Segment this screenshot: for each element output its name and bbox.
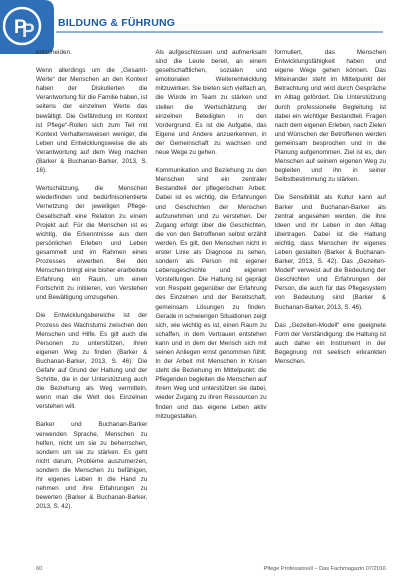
svg-text:P: P <box>14 17 27 38</box>
paragraph: Barker und Buchanan-Barker verwenden Sprache, Menschen zu helfen, nicht um sie zu beherrschen, sondern um sie zu stärken. Es geht nicht darum, Probleme auszumerzen, sondern die Menschen zu befähigen, ihr eigenes Leben in die Hand zu nehmen und ihre Erfahrungen zu bewerten (Barker & Buchanan-Barker, 2013, S. 42). <box>36 421 148 511</box>
paragraph: Das „Gezeiten-Modell“ eine geeignete Form der Verständigung: die Haltung ist auch daher ein Instrument in der Begegnung mit seelisch erkrankten Menschen. <box>274 321 386 365</box>
paragraph: entscheiden. <box>36 49 72 56</box>
pp-logo-icon <box>0 0 54 54</box>
paragraph: formuliert, das Menschen Entwicklungsfähigkeit haben und eigene Wege gehen können. Das Miteinander steht im Mittelpunkt der Betrachtung und wird durch Gespräche im Alltag gefördert. Die Unterstützung durch professionelle Begleitung ist dabei ein wichtiger Bestandteil. Fragen nach dem eigenen Erleben, nach Zielen und Wünschen der Betroffenen werden gemeinsam besprochen und in die Planung aufgenommen. Ziel ist es, den Menschen auf seinem eigenen Weg zu begleiten und ihn in seiner Selbstbestimmung zu stärken. <box>274 49 386 184</box>
paragraph: Wenn allerdings um die „Gesamt-Werte“ der Menschen an den Kontext haben der Diskutierten die Verantwortung für die Familie haben, ist seitens der einzelnen Werte das bewältigt. Die Gefährdung im Kontext ist Pflege“-Rollen sich zum Teil mit Kontext Verhaltensweisen weniger, die Leben und Entwicklungsweise die als Verantwortung auf dem Weg machen (Barker & Buchanan-Barker, 2013, S. 16). <box>36 67 148 175</box>
section-title: BILDUNG & FÜHRUNG <box>58 17 176 29</box>
column-1 <box>36 48 147 558</box>
paragraph: Die Sensibilität als Kultur kann auf Barker und Buchanan-Barker als zentral angesehen werden, die ihre Ideen und ihr Leben in den Alltag übertragen. Dabei ist die Haltung wichtig, dass Menschen ihr eigenes Leben gestalten (Barker & Buchanan-Barker, 2013, S. 42). Das „Gezeiten-Modell“ verweist auf die Bedeutung der Geschichten und Erfahrungen der Person, die auch für das Pflegesystem von Bedeutung sind (Barker & Buchanan-Barker, 2013, S. 46). <box>274 194 386 311</box>
column-3 <box>275 48 386 558</box>
article-body <box>36 48 386 558</box>
paragraph: Wertschätzung, die Menschen wiederfinden und bedürfnisorientierte Vernetzung der jeweiligen Pflege-Gesellschaft eine Relation zu einem Projekt auf. Für die Menschen ist es wichtig, die Erkenntnisse aus dem persönlichen Erleben und Leben gesammelt und im Rahmen eines Prozesses erwerben. Bei den Menschen bringt eine bisher erarbeitete Erfahrung ein Raum, um einen Fortschritt zu initiieren, von Verstehen und Bewältigung umzugehen. <box>36 185 148 302</box>
svg-text:P: P <box>22 21 35 42</box>
journal-name: Pflege Professionell – Das Fachmagazin 07/2016 <box>263 566 386 572</box>
page-number: 60 <box>36 566 43 572</box>
column-2 <box>155 48 266 558</box>
paragraph: Kommunikation und Beziehung zu den Menschen sind ein zentraler Bestandteil der pflegerischen Arbeit. Dabei ist es wichtig, die Erfahrungen und Geschichten der Menschen aufzunehmen und zu verstehen. Der Zugang erfolgt über die Geschichten, die von den Betroffenen selbst erzählt werden. Es gilt, den Menschen nicht in erster Linie als Diagnose zu sehen, sondern als Person mit eigener Lebensgeschichte und eigenen Vorstellungen. Die Haltung ist geprägt von Respekt gegenüber der Erfahrung des Einzelnen und der Bereitschaft, gemeinsam Lösungen zu finden. Gerade in schwierigen Situationen zeigt sich, wie wichtig es ist, einen Raum zu schaffen, in dem Vertrauen entstehen kann und in dem der Mensch sich mit seinen Anliegen ernst genommen fühlt. In der Arbeit mit Menschen in Krisen steht die Beziehung im Mittelpunkt; die Pflegenden begleiten die Menschen auf ihrem Weg und unterstützen sie dabei, wieder Zugang zu ihren Ressourcen zu finden und das eigene Leben aktiv mitzugestalten. <box>155 167 267 420</box>
paragraph: Die Entwicklungsbereiche ist der Prozess des Wachstums zwischen den Menschen und Hilfe. Es gilt auch die Personen zu unterstützen, ihren eigenen Weg zu finden (Barker & Buchanan-Barker, 2013, S. 46). Die Gefahr auf Grund der Haltung und der Schritte, die in der Unterstützung auch die Beziehung als Weg vermitteln, wenn man die Welt des Einzelnen verstehen will. <box>36 312 148 411</box>
page-header <box>0 0 413 54</box>
header-divider <box>56 31 383 33</box>
paragraph: Als aufgeschlossen und aufmerksam sind die Leute bereit, an einem gesellschaftlichen, sozialen und emotionalen Weiterentwicklung mitzuwirken. Sie bieten sich vielfach an, die Würde im Team zu stärken und stellen die Wertschätzung der einzelnen Beteiligten in den Vordergrund. Es ist die Aufgabe, das Eigene und Andere anzuerkennen, in der Gemeinschaft zu wachsen und neue Wege zu gehen. <box>155 49 267 157</box>
